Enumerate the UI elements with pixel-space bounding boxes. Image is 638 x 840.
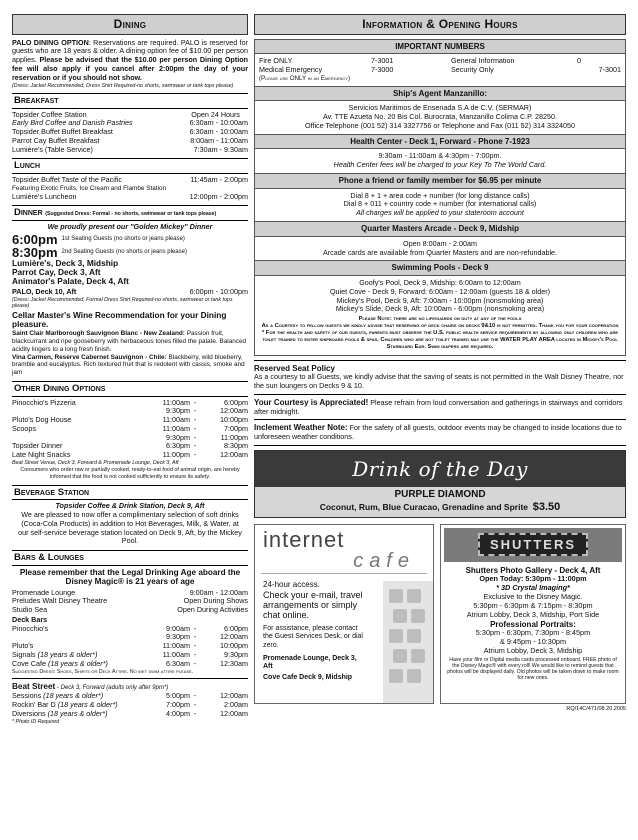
- drinking-age-note: Please remember that the Legal Drinking Age aboard the Disney Magic® is 21 years of age: [19, 567, 241, 587]
- wine-2: Vina Carmen, Reserve Cabernet Sauvignon - Chile: Blackberry, wild blueberry, bramble and eucalyptus. Rich textured fruit that is redolent with cassis, smoke and jam: [12, 353, 245, 377]
- other-dining-heading: Other Dining Options: [12, 381, 248, 397]
- breakfast-row: Lumière's (Table Service) 7:30am - 9:30am: [12, 144, 248, 154]
- beat-street-row: Diversions (18 years & older*) 4:00pm - 12:00am: [12, 708, 248, 718]
- deck-bar-row: Pinocchio's 9:00am - 6:00pm: [12, 623, 248, 633]
- raw-food-warning: Consumers who order raw or partially cooked, ready-to-eat food of animal origin, are hereby informed that the food is not cooked sufficiently to ensure its safety.: [20, 467, 240, 481]
- divider: [254, 445, 626, 446]
- beverage-heading: Beverage Station: [12, 485, 248, 501]
- palo-dress: (Dress: Jacket Recommended, Formal Dress Shirt Required-no shorts, swimwear or tank tops please): [12, 296, 233, 310]
- health-info: 9:30am - 11:00am & 4:30pm - 7:00pm. Health Center fees will be charged to your Key To The World Card.: [333, 151, 547, 170]
- agent-heading: Ship's Agent Manzanillo:: [255, 86, 625, 102]
- other-dining-row: Pluto's Dog House 11:00am - 10:00pm: [12, 415, 248, 425]
- wine-1: Saint Clair Marlborough Sauvignon Blanc - New Zealand: Passion fruit, blackcurrant and ripe gooseberry with herbaceous tones filled the palate. Balanced acidity lingers to a long fresh finish.: [12, 330, 247, 353]
- other-dining-row: 9:30pm - 12:00am: [166, 406, 248, 416]
- arcade-info: Open 8:00am - 2:00am Arcade cards are available from Quarter Masters and are non-refundable.: [322, 238, 558, 257]
- agent-info: Servicios Maritimos de Ensenada S.A de C.V. (SERMAR) Av. TTE Azueta No. 20 Bis Col. Burocrata, Manzanillo Colima C.P. 28250. Office Telephone (001 52) 314 3327756 or Telephone and Fax (011 52) 314 3324050: [304, 103, 575, 130]
- divider: [254, 419, 626, 420]
- deck-bar-row: Cove Cafe (18 years & older*) 6:30am - 12:30am: [12, 658, 248, 668]
- breakfast-row: Early Bird Coffee and Danish Pastries 6:30am - 10:00am: [12, 118, 248, 128]
- keyboard-icon: [383, 581, 433, 703]
- internet-cafe-text: 24-hour access. Check your e-mail, travel arrangements or simply chat online. For assistance, please contact the Guest Services Desk, or dial zero. Promenade Lounge, Deck 3, Aft Cove Cafe Deck 9, Midship: [263, 579, 363, 681]
- drink-of-the-day: [254, 450, 626, 518]
- other-dining-row: Late Night Snacks 11:00pm - 12:00am: [12, 450, 248, 460]
- numbers-row: Medical Emergency 7-3000 Security Only 7-3001: [259, 65, 621, 75]
- drink-name: PURPLE DIAMOND: [394, 488, 486, 500]
- palo-option-heading: PALO DINING OPTION: [12, 37, 89, 47]
- other-dining-row: Topsider Dinner 6:30pm - 8:30pm: [12, 441, 248, 451]
- right-column: [254, 14, 626, 712]
- beat-street-row: Sessions (18 years & older*) 5:00pm - 12:00am: [12, 691, 248, 701]
- lounge-list: [12, 589, 248, 615]
- health-heading: Health Center - Deck 1, Forward - Phone 7-1923: [255, 134, 625, 150]
- divider: [12, 678, 248, 679]
- lunch-row: Topsider Buffet Taste of the Pacific 11:45am - 2:00pm: [12, 175, 248, 185]
- important-numbers-box: [254, 39, 626, 356]
- courtesy-note: Your Courtesy is Appreciated! Please refrain from loud conversation and gatherings in stairways and corridors after midnight.: [254, 397, 623, 416]
- deck-bars-heading: Deck Bars: [12, 614, 48, 624]
- lunch-heading: Lunch: [12, 158, 248, 174]
- dinner-seating: 6:00pm 1st Seating Guests (no shorts or jeans please): [12, 231, 185, 247]
- phone-heading: Phone a friend or family member for $6.95 per minute: [255, 173, 625, 189]
- beverage-text: We are pleased to now offer a complimentary selection of soft drinks (Coca-Cola Products) in addition to Hot Beverages, Milk, & Water, at our self-service beverage station located on Deck 9, Aft, by the Mickey Pool.: [18, 510, 242, 546]
- shutters-logo: SHUTTERS: [444, 528, 622, 562]
- golden-mickey-note: We proudly present our "Golden Mickey" Dinner: [47, 222, 213, 231]
- beat-street-row: Rockin' Bar D (18 years & older*) 7:00pm - 2:00am: [12, 700, 248, 710]
- breakfast-row: Topsider Buffet Buffet Breakfast 6:30am - 10:00am: [12, 127, 248, 137]
- bars-heading: Bars & Lounges: [12, 550, 248, 566]
- beat-street-heading: Beat Street - Deck 3, Forward (adults only after 9pm*): [12, 681, 169, 691]
- drink-banner: Drink of the Day: [255, 451, 625, 487]
- lunch-note: Featuring Exotic Fruits, Ice Cream and Flambe Station: [12, 184, 167, 192]
- important-numbers-heading: IMPORTANT NUMBERS: [255, 40, 625, 55]
- bottom-ads: [254, 524, 626, 704]
- breakfast-row: Parrot Cay Buffet Breakfast 8:00am - 11:00am: [12, 135, 248, 145]
- lunch-row: Lumière's Luncheon 12:00pm - 2:00pm: [12, 191, 248, 201]
- lounge-row: Preludes Walt Disney Theatre Open During Shows: [12, 596, 248, 606]
- breakfast-row: Topsider Coffee Station Open 24 Hours: [12, 109, 240, 119]
- internet-cafe-ad: [254, 524, 434, 704]
- arcade-heading: Quarter Masters Arcade - Deck 9, Midship: [255, 221, 625, 237]
- emergency-note: (Please use ONLY in an Emergency): [259, 74, 351, 82]
- palo-option: [12, 39, 248, 83]
- other-dining-row: 9:30pm - 11:00pm: [166, 432, 248, 442]
- cellar-title: Cellar Master's Wine Recommendation for your Dining pleasure.: [12, 309, 227, 329]
- dinner-seating: 8:30pm 2nd Seating Guests (no shorts or jeans please): [12, 244, 187, 260]
- beat-street-venue-note: Beat Street Venue, Deck 3, Forward & Promenade Lounge, Deck 3, Aft: [12, 460, 179, 467]
- drink-ingredients: Coconut, Rum, Blue Curacao, Grenadine and Sprite $3.50: [319, 501, 561, 514]
- beverage-subtitle: Topsider Coffee & Drink Station, Deck 9, Aft: [55, 501, 205, 511]
- dinner-heading: Dinner (Suggested Dress: Formal - no shorts, swimwear or tank tops please): [12, 205, 248, 221]
- deck-bar-row: Signals (18 years & older*) 11:00am - 9:30pm: [12, 650, 248, 660]
- deck-bars-list: [12, 625, 248, 669]
- lounge-row: Studio Sea Open During Activities: [12, 605, 248, 615]
- shutters-info: Shutters Photo Gallery - Deck 4, Aft Open Today: 5:30pm - 11:00pm * 3D Crystal Imaging* Exclusive to the Disney Magic. 5:30pm - 6:30pm & 7:15pm - 8:30pm Atrium Lobby, Deck 3, Midship, Port Side Professional Portraits: 5:30pm - 6:30pm, 7:30pm - 8:45pm & 9:45pm - 10:30pm Atrium Lobby, Deck 3, Midship Have your film or Digital media cards processed onboard. FREE photo of the Disney Magic® with every roll! We would like to remind guests that photos will be displayed daily. Old photos will be taken down to make room for new ones.: [447, 565, 619, 682]
- pools-heading: Swimming Pools - Deck 9: [255, 260, 625, 276]
- shutters-ad: [440, 524, 626, 704]
- other-dining-list: [12, 399, 248, 460]
- pools-info: Goofy's Pool, Deck 9, Midship: 6:00am to 12:00am Quiet Cove - Deck 9, Forward: 6:00am - 12:00am (guests 18 & older) Mickey's Pool, Deck 9, Aft: 7:00am - 10:00pm (nonsmoking area) Mickey's Slide, Deck 9, Aft: 10:00am - 6:00pm (nonsmoking area) Please Note: there are no lifeguards on duty at any of the pools As a Courtesy to fellow guests we kindly advise that reserving of deck chairs on decks 9&10 is not permitted. Thank you for your cooperation * For the health and safety of our guests, parents must observe the U.S. public health service requirements by allowing only children who are toilet trained to enter shipboard pools & spas. Children who are not toilet trained may use the WATER PLAY AREA located in Mickey's Pool Starboard Ear. Swim diapers are required.: [261, 278, 619, 351]
- palo-option-text: : Reservations are required. PALO is reserved for guests who are 18 years & older. A dining option fee of $10.00 per person applies.: [12, 37, 248, 65]
- deck-dress-note: Suggested Dress: Shoes, Shirts or Deck Attire. No wet swim attire please.: [12, 668, 194, 675]
- other-dining-row: Pinocchio's Pizzeria 11:00am - 6:00pm: [12, 397, 248, 407]
- other-dining-row: Scoops 11:00am - 7:00pm: [12, 423, 248, 433]
- palo-row: PALO, Deck 10, Aft 6:00pm - 10:00pm: [12, 287, 248, 297]
- beat-street-list: [12, 692, 248, 718]
- divider: [254, 360, 626, 361]
- dinner-venues: Lumière's, Deck 3, Midship Parrot Cay, Deck 3, Aft Animator's Palate, Deck 4, Aft: [12, 257, 129, 287]
- left-column: [12, 14, 248, 725]
- breakfast-heading: Breakfast: [12, 93, 248, 109]
- document-code: RQ/14C/471/08.20.2005: [566, 705, 626, 712]
- photo-id-note: * Photo ID Required: [12, 718, 60, 725]
- palo-option-bold: Please be advised that the $10.00 per person Dining Option fee will also apply if you cancel after 2:00pm the day of your reservation or if you should not show.: [12, 55, 248, 82]
- lounge-row: Promenade Lounge 9:00am - 12:00am: [12, 587, 248, 597]
- dining-title: Dining: [12, 14, 248, 35]
- deck-bar-row: Pluto's 11:00am - 10:00pm: [12, 641, 248, 651]
- deck-bar-row: 9:30pm - 12:00am: [166, 632, 248, 642]
- seat-policy: Reserved Seat Policy As a courtesy to all Guests, we kindly advise that the saving of seats is not permitted in the Walt Disney Theatre, nor the sun loungers on Decks 9 & 10.: [254, 363, 624, 391]
- info-title: Information & Opening Hours: [254, 14, 626, 35]
- internet-cafe-logo: internet cafe: [263, 526, 415, 572]
- numbers-row: Fire ONLY 7-3001 General Information 0: [259, 56, 581, 66]
- palo-option-dress: (Dress: Jacket Recommended, Dress Shirt Required-no shorts, swimwear or tank tops please): [12, 82, 234, 89]
- weather-note: Inclement Weather Note: For the safety of all guests, outdoor events may be changed to inside locations due to unforeseen weather conditions.: [254, 423, 622, 442]
- breakfast-list: [12, 111, 248, 155]
- drink-details: [255, 487, 625, 517]
- phone-info: Dial 8 + 1 + area code + number (for long distance calls) Dial 8 + 011 + country code + number (for international calls) All charges will be applied to your stateroom account: [343, 190, 537, 218]
- divider: [254, 394, 626, 395]
